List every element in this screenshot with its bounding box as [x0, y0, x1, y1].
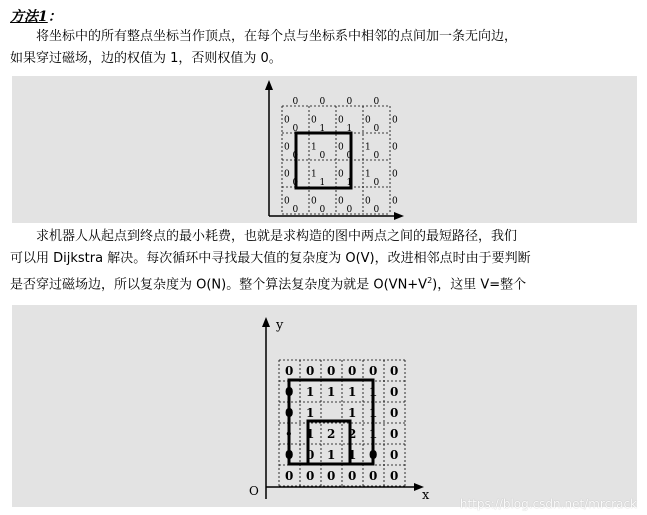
paragraph-2 [10, 226, 635, 296]
figure-1-edge-labels [284, 97, 398, 215]
figure-1-weight-zero-label: 0 [338, 169, 344, 180]
figure-2-cell-value: 0 [306, 364, 315, 378]
figure-1-weight-zero-label: 0 [292, 205, 299, 215]
figure-2-cell-value: 0 [327, 364, 336, 378]
figure-2-cell-value: 0 [285, 364, 294, 378]
figure-2-cell-value: 0 [348, 469, 357, 483]
figure-1-weight-one-label: 1 [319, 124, 326, 134]
method-heading-number: 1 [38, 9, 48, 25]
figure-1-weight-zero-label: 0 [365, 115, 371, 126]
figure-2-cell-value: 0 [369, 448, 378, 462]
figure-1-diagram [12, 76, 637, 223]
figure-2-panel [12, 305, 637, 507]
figure-2-cell-value: 1 [348, 406, 357, 420]
figure-2-cell-value: 0 [348, 364, 357, 378]
figure-1-weight-zero-label: 0 [292, 124, 299, 134]
figure-1-weight-zero-label: 0 [319, 97, 326, 107]
figure-2-cell-value: 0 [285, 448, 294, 462]
figure-1-weight-one-label: 1 [365, 169, 371, 180]
figure-1-weight-zero-label: 0 [392, 169, 398, 180]
figure-2-cell-value: 0 [390, 385, 399, 399]
figure-1-panel [12, 76, 637, 223]
watermark: https://blog.csdn.net/mrcrack [459, 497, 637, 511]
figure-1-weight-one-label: 1 [346, 124, 353, 134]
figure-2-y-label: y [276, 318, 284, 333]
figure-1-weight-one-label: 1 [365, 142, 371, 153]
figure-1-y-arrow-icon [265, 80, 273, 90]
figure-2-cell-value: 1 [306, 385, 315, 399]
figure-1-x-arrow-icon [394, 212, 404, 220]
figure-2-x-label: x [422, 488, 430, 503]
paragraph-1 [10, 26, 635, 70]
figure-1-weight-zero-label: 0 [292, 151, 299, 161]
figure-2-cell-value: 0 [390, 469, 399, 483]
figure-1-weight-one-label: 1 [346, 178, 353, 188]
paragraph-2-superscript: 2 [427, 276, 433, 285]
paragraph-2-line-2: 可以用 Dijkstra 解决。每次循环中寻找最大值的复杂度为 O(V)，改进相邻点时由于要判断 [10, 251, 531, 266]
figure-1-weight-zero-label: 0 [311, 196, 317, 207]
figure-1-weight-zero-label: 0 [373, 151, 380, 161]
figure-1-weight-zero-label: 0 [338, 115, 344, 126]
figure-2-y-arrow-icon [262, 317, 270, 327]
figure-2-cell-value: 0 [390, 406, 399, 420]
figure-2-cell-value: 1 [369, 385, 378, 399]
figure-1-weight-zero-label: 0 [284, 115, 290, 126]
paragraph-1-line-1: 将坐标中的所有整点坐标当作顶点，在每个点与坐标系中相邻的点间加一条无向边， [36, 29, 518, 44]
figure-2-diagram [12, 305, 637, 507]
figure-1-weight-zero-label: 0 [292, 178, 299, 188]
figure-1-weight-zero-label: 0 [373, 205, 380, 215]
figure-2-cell-value: 1 [306, 427, 315, 441]
figure-2-cell-value: 0 [369, 469, 378, 483]
paragraph-2-line-1: 求机器人从起点到终点的最小耗费，也就是求构造的图中两点之间的最短路径，我们 [36, 229, 518, 244]
paragraph-2-line-3a: 是否穿过磁场边，所以复杂度为 O(N)。整个算法复杂度为就是 O(VN+V [10, 277, 428, 293]
figure-2-cell-value: 1 [348, 385, 357, 399]
figure-1-weight-zero-label: 0 [365, 196, 371, 207]
figure-2-cell-value: 1 [327, 448, 336, 462]
figure-1-weight-one-label: 1 [311, 142, 317, 153]
figure-2-cell-value: 1 [327, 385, 336, 399]
figure-2-cell-value: • [285, 427, 293, 441]
figure-1-weight-one-label: 1 [319, 178, 326, 188]
figure-1-weight-zero-label: 0 [346, 205, 353, 215]
figure-1-weight-zero-label: 0 [373, 178, 380, 188]
figure-1-weight-zero-label: 0 [284, 142, 290, 153]
figure-1-weight-zero-label: 0 [392, 115, 398, 126]
figure-2-cell-value: 0 [390, 364, 399, 378]
figure-2-cell-value: 0 [285, 469, 294, 483]
method-heading-label: 方法 [10, 9, 38, 25]
figure-1-weight-zero-label: 0 [346, 151, 353, 161]
figure-1-weight-zero-label: 0 [338, 142, 344, 153]
figure-2-cell-value: 0 [369, 364, 378, 378]
figure-1-weight-zero-label: 0 [373, 124, 380, 134]
figure-2-cell-value: 2 [348, 427, 357, 441]
figure-2-cell-value: 0 [306, 469, 315, 483]
method-heading-colon: ： [47, 9, 62, 25]
figure-1-weight-zero-label: 0 [284, 196, 290, 207]
figure-1-weight-one-label: 1 [311, 169, 317, 180]
paragraph-1-line-2: 如果穿过磁场，边的权值为 1，否则权值为 0。 [10, 51, 282, 66]
figure-1-weight-zero-label: 0 [373, 97, 380, 107]
figure-2-cell-value: 0 [285, 385, 294, 399]
figure-2-cell-value: 2 [327, 427, 336, 441]
paragraph-2-line-3b: )，这里 V=整个 [432, 277, 527, 293]
figure-2-cell-value: 0 [306, 448, 315, 462]
figure-1-weight-zero-label: 0 [319, 205, 326, 215]
figure-1-weight-zero-label: 0 [338, 196, 344, 207]
figure-2-origin-label: O [249, 484, 259, 498]
figure-1-weight-zero-label: 0 [346, 97, 353, 107]
figure-1-weight-zero-label: 0 [284, 169, 290, 180]
figure-1-weight-zero-label: 0 [392, 196, 398, 207]
figure-2-cell-value: 0 [285, 406, 294, 420]
figure-2-cell-value: 1 [348, 448, 357, 462]
figure-1-weight-zero-label: 0 [292, 97, 299, 107]
figure-2-cell-value: 0 [390, 448, 399, 462]
figure-2-cell-value: 1 [369, 427, 378, 441]
figure-1-weight-zero-label: 0 [311, 115, 317, 126]
figure-1-weight-zero-label: 0 [392, 142, 398, 153]
figure-2-cell-value: 1 [369, 406, 378, 420]
figure-1-weight-zero-label: 0 [319, 151, 326, 161]
method-heading [10, 6, 62, 26]
figure-2-cell-value: 0 [327, 469, 336, 483]
figure-2-cell-value: 1 [306, 406, 315, 420]
figure-2-cell-value: 0 [390, 427, 399, 441]
